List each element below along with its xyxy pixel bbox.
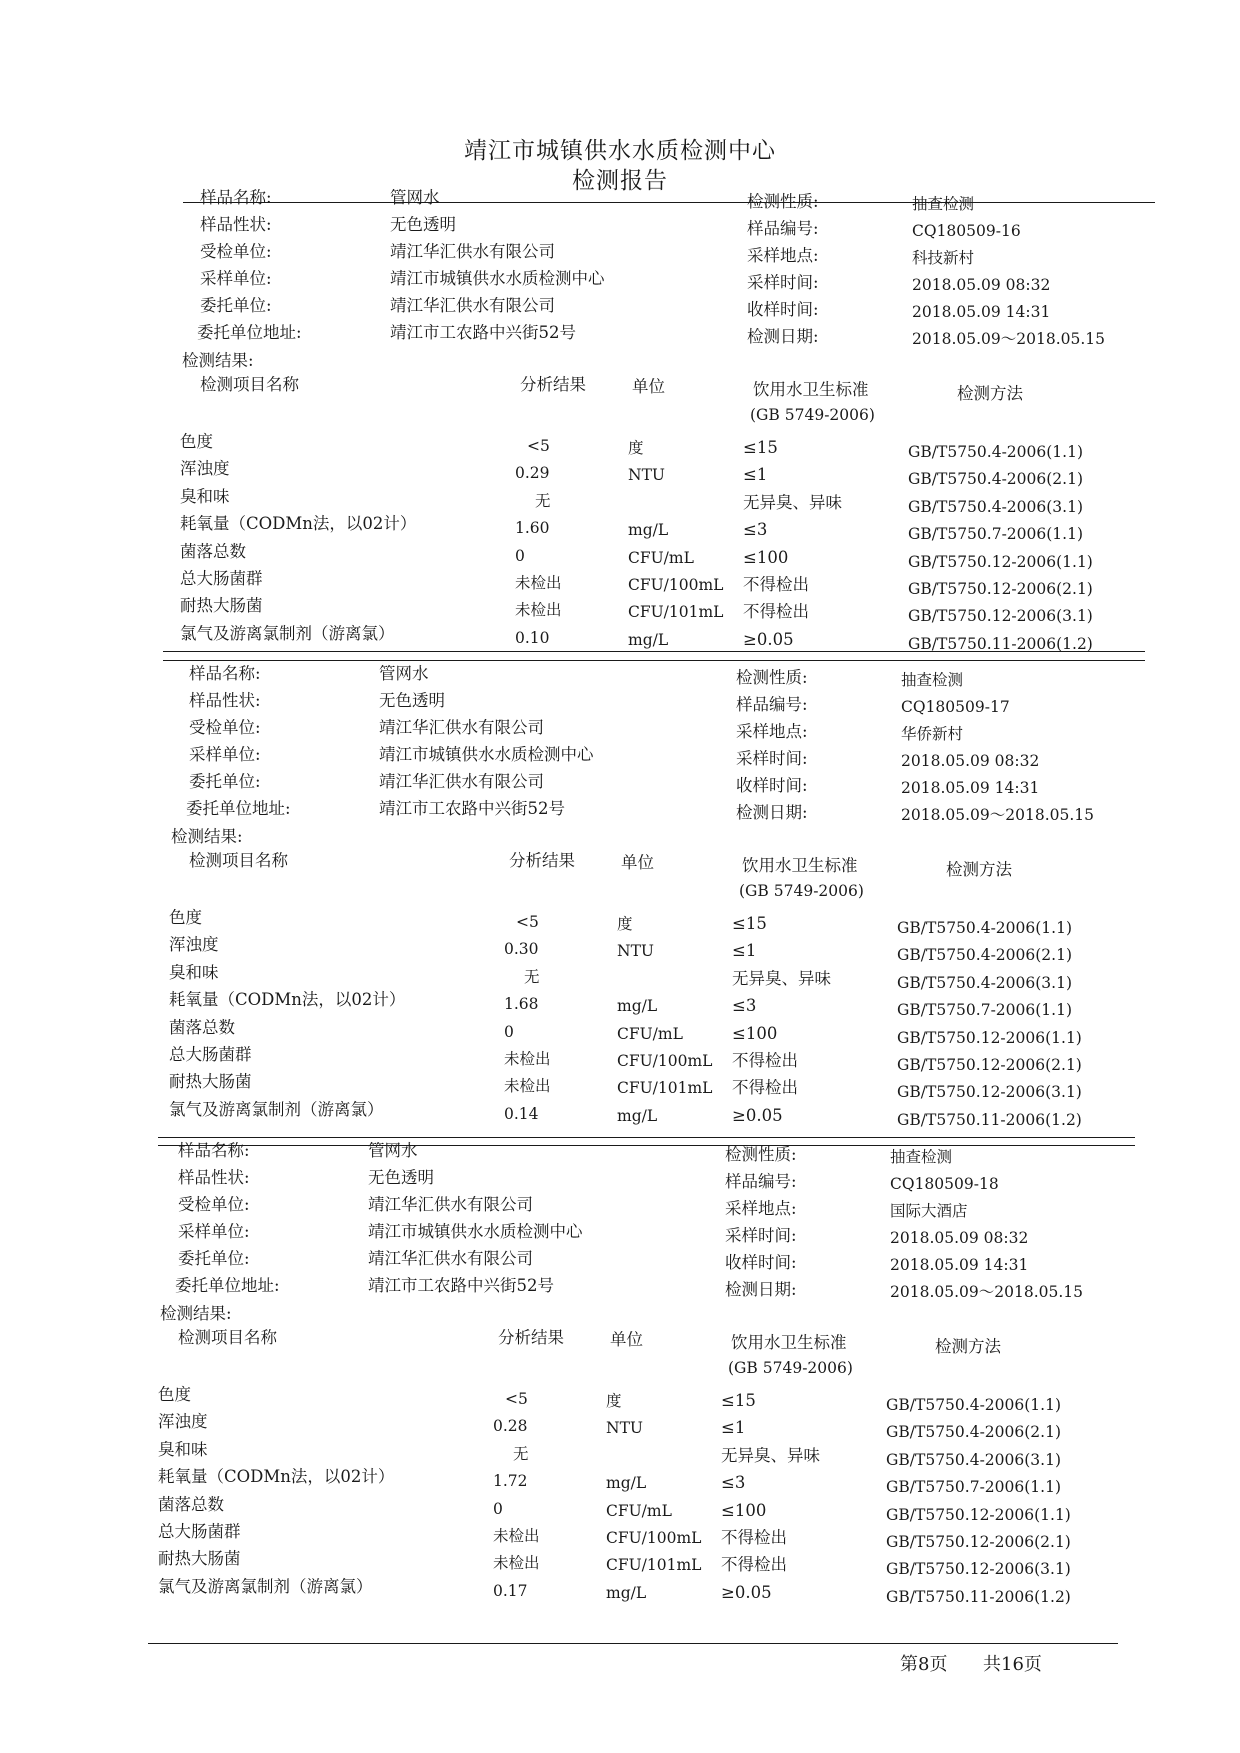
row-item: 菌落总数	[180, 541, 246, 561]
row-result: 无	[524, 967, 540, 986]
divider-rule	[163, 660, 1145, 661]
sample-state-value: 无色透明	[390, 215, 456, 234]
row-result: 无	[535, 491, 551, 510]
row-unit: 度	[606, 1392, 622, 1410]
receive-time-label: 收样时间:	[736, 776, 808, 795]
header-standard-ref: (GB 5749-2006)	[739, 882, 864, 900]
sample-no-label: 样品编号:	[747, 219, 819, 238]
divider-rule	[163, 651, 1145, 652]
row-item: 臭和味	[169, 962, 219, 982]
sampling-unit-label: 采样单位:	[178, 1222, 250, 1241]
row-method: GB/T5750.7-2006(1.1)	[897, 1001, 1072, 1020]
row-result: 0.29	[515, 464, 550, 483]
sample-name-label: 样品名称:	[178, 1141, 250, 1160]
receive-time-value: 2018.05.09 14:31	[912, 303, 1051, 321]
row-standard: ≤100	[721, 1500, 767, 1520]
row-standard: 不得检出	[721, 1555, 787, 1575]
header-method: 检测方法	[957, 384, 1023, 403]
row-item: 色度	[169, 908, 202, 927]
inspected-unit-label: 受检单位:	[189, 718, 261, 737]
sample-no-value: CQ180509-17	[901, 698, 1010, 716]
row-method: GB/T5750.11-2006(1.2)	[897, 1110, 1082, 1129]
results-label: 检测结果:	[160, 1304, 232, 1323]
row-result: 1.68	[504, 995, 539, 1014]
client-address-label: 委托单位地址:	[175, 1276, 280, 1295]
sample-state-label: 样品性状:	[189, 691, 261, 710]
row-standard: 无异臭、异味	[721, 1445, 820, 1465]
row-result: 0	[504, 1022, 514, 1041]
row-standard: ≤3	[743, 520, 768, 540]
client-unit-label: 委托单位:	[189, 772, 261, 791]
row-result: <5	[527, 437, 550, 455]
row-unit: CFU/101mL	[628, 603, 724, 622]
header-result: 分析结果	[498, 1328, 564, 1347]
sample-no-value: CQ180509-16	[912, 222, 1021, 240]
test-nature-label: 检测性质:	[725, 1145, 797, 1164]
row-unit: NTU	[617, 942, 654, 961]
sampling-site-value: 华侨新村	[901, 725, 964, 743]
row-method: GB/T5750.12-2006(2.1)	[908, 580, 1093, 598]
row-standard: ≤1	[743, 465, 768, 485]
header-method: 检测方法	[935, 1337, 1001, 1356]
row-standard: 不得检出	[743, 575, 809, 594]
row-result: 0.14	[504, 1104, 539, 1123]
sampling-time-value: 2018.05.09 08:32	[912, 276, 1051, 294]
divider-rule	[183, 202, 1155, 203]
row-item: 总大肠菌群	[180, 569, 263, 588]
header-item: 检测项目名称	[200, 375, 299, 394]
row-item: 耐热大肠菌	[180, 596, 263, 616]
row-standard: 无异臭、异味	[743, 492, 842, 512]
row-unit: NTU	[628, 466, 665, 485]
sampling-time-label: 采样时间:	[725, 1226, 797, 1245]
row-result: 0.10	[515, 628, 550, 647]
header-standard-ref: (GB 5749-2006)	[750, 406, 875, 424]
test-nature-value: 抽查检测	[912, 195, 975, 213]
sampling-unit-value: 靖江市城镇供水水质检测中心	[390, 269, 605, 288]
row-unit: CFU/100mL	[617, 1052, 713, 1070]
row-unit: mg/L	[628, 521, 669, 540]
row-result: <5	[505, 1390, 528, 1408]
row-method: GB/T5750.4-2006(1.1)	[886, 1396, 1061, 1414]
row-unit: mg/L	[606, 1474, 647, 1493]
test-nature-label: 检测性质:	[747, 192, 819, 211]
client-unit-value: 靖江华汇供水有限公司	[379, 772, 544, 791]
row-item: 色度	[180, 432, 213, 451]
row-result: 未检出	[493, 1527, 540, 1545]
row-method: GB/T5750.11-2006(1.2)	[908, 634, 1093, 653]
row-unit: CFU/101mL	[617, 1079, 713, 1098]
row-unit: CFU/mL	[617, 1024, 683, 1043]
row-standard: ≤100	[732, 1023, 778, 1043]
test-date-value: 2018.05.09～2018.05.15	[890, 1283, 1083, 1301]
client-address-value: 靖江市工农路中兴街52号	[368, 1276, 554, 1295]
receive-time-value: 2018.05.09 14:31	[890, 1256, 1029, 1274]
row-method: GB/T5750.7-2006(1.1)	[908, 525, 1083, 544]
sampling-site-value: 科技新村	[912, 249, 975, 267]
client-address-label: 委托单位地址:	[197, 323, 302, 342]
row-item: 臭和味	[180, 486, 230, 506]
sample-state-value: 无色透明	[379, 691, 445, 710]
header-item: 检测项目名称	[178, 1328, 277, 1347]
test-date-value: 2018.05.09～2018.05.15	[912, 330, 1105, 348]
row-unit: 度	[628, 439, 644, 457]
row-result: 无	[513, 1444, 529, 1463]
row-result: 未检出	[504, 1077, 551, 1096]
test-date-value: 2018.05.09～2018.05.15	[901, 806, 1094, 824]
sample-state-value: 无色透明	[368, 1168, 434, 1187]
row-standard: 不得检出	[743, 602, 809, 622]
row-item: 总大肠菌群	[158, 1522, 241, 1541]
page-total: 共16页	[983, 1654, 1042, 1675]
sample-name-value: 管网水	[390, 188, 440, 207]
row-method: GB/T5750.12-2006(1.1)	[897, 1028, 1082, 1047]
sample-state-label: 样品性状:	[178, 1168, 250, 1187]
client-address-value: 靖江市工农路中兴街52号	[379, 799, 565, 818]
row-standard: ≤15	[743, 438, 778, 457]
row-result: 未检出	[515, 574, 562, 592]
client-unit-label: 委托单位:	[178, 1249, 250, 1268]
client-unit-value: 靖江华汇供水有限公司	[368, 1249, 533, 1268]
sampling-site-value: 国际大酒店	[890, 1202, 968, 1220]
divider-rule	[158, 1137, 1135, 1138]
row-result: 0	[493, 1499, 503, 1518]
test-date-label: 检测日期:	[725, 1280, 797, 1299]
header-unit: 单位	[621, 853, 654, 872]
header-standard: 饮用水卫生标准	[731, 1333, 847, 1352]
row-item: 菌落总数	[158, 1494, 224, 1514]
inspected-unit-value: 靖江华汇供水有限公司	[379, 718, 544, 737]
row-unit: CFU/100mL	[606, 1529, 702, 1547]
row-item: 浑浊度	[169, 935, 219, 955]
row-unit: CFU/100mL	[628, 576, 724, 594]
row-method: GB/T5750.12-2006(3.1)	[908, 607, 1093, 626]
inspected-unit-label: 受检单位:	[178, 1195, 250, 1214]
row-standard: ≤15	[721, 1391, 756, 1410]
sampling-time-label: 采样时间:	[736, 749, 808, 768]
sampling-time-label: 采样时间:	[747, 273, 819, 292]
row-method: GB/T5750.12-2006(2.1)	[897, 1056, 1082, 1074]
sampling-unit-label: 采样单位:	[189, 745, 261, 764]
row-standard: 不得检出	[732, 1051, 798, 1070]
sampling-site-label: 采样地点:	[725, 1199, 797, 1218]
header-standard-ref: (GB 5749-2006)	[728, 1359, 853, 1377]
header-method: 检测方法	[946, 860, 1012, 879]
header-unit: 单位	[632, 377, 665, 396]
row-result: 未检出	[515, 601, 562, 620]
row-item: 耗氧量（CODMn法，以02计）	[158, 1467, 395, 1487]
row-unit: CFU/mL	[606, 1501, 672, 1520]
client-address-label: 委托单位地址:	[186, 799, 291, 818]
row-method: GB/T5750.4-2006(2.1)	[908, 470, 1083, 489]
row-unit: mg/L	[606, 1583, 647, 1602]
row-unit: CFU/101mL	[606, 1556, 702, 1575]
row-result: 0.28	[493, 1417, 528, 1436]
row-standard: ≤1	[732, 941, 757, 961]
test-nature-value: 抽查检测	[901, 671, 964, 689]
row-item: 耗氧量（CODMn法，以02计）	[169, 990, 406, 1010]
results-label: 检测结果:	[182, 351, 254, 370]
row-method: GB/T5750.4-2006(1.1)	[908, 443, 1083, 461]
row-item: 耐热大肠菌	[158, 1549, 241, 1569]
row-method: GB/T5750.12-2006(1.1)	[908, 552, 1093, 571]
row-unit: mg/L	[628, 630, 669, 649]
row-method: GB/T5750.4-2006(3.1)	[897, 973, 1072, 992]
row-unit: mg/L	[617, 1106, 658, 1125]
row-method: GB/T5750.11-2006(1.2)	[886, 1587, 1071, 1606]
row-standard: ≥0.05	[743, 629, 794, 649]
row-item: 浑浊度	[158, 1412, 208, 1432]
row-result: 0	[515, 546, 525, 565]
sampling-time-value: 2018.05.09 08:32	[901, 752, 1040, 770]
row-item: 浑浊度	[180, 459, 230, 479]
test-date-label: 检测日期:	[747, 327, 819, 346]
row-item: 总大肠菌群	[169, 1045, 252, 1064]
row-result: 1.72	[493, 1472, 528, 1491]
test-date-label: 检测日期:	[736, 803, 808, 822]
client-unit-label: 委托单位:	[200, 296, 272, 315]
row-item: 臭和味	[158, 1439, 208, 1459]
row-result: 0.17	[493, 1581, 528, 1600]
row-standard: 无异臭、异味	[732, 968, 831, 988]
receive-time-value: 2018.05.09 14:31	[901, 779, 1040, 797]
inspected-unit-value: 靖江华汇供水有限公司	[390, 242, 555, 261]
row-item: 氯气及游离氯制剂（游离氯）	[180, 623, 395, 643]
row-method: GB/T5750.7-2006(1.1)	[886, 1478, 1061, 1497]
row-unit: CFU/mL	[628, 548, 694, 567]
sampling-site-label: 采样地点:	[747, 246, 819, 265]
row-item: 耐热大肠菌	[169, 1072, 252, 1092]
header-result: 分析结果	[509, 851, 575, 870]
test-nature-label: 检测性质:	[736, 668, 808, 687]
receive-time-label: 收样时间:	[725, 1253, 797, 1272]
sample-no-label: 样品编号:	[736, 695, 808, 714]
row-method: GB/T5750.12-2006(1.1)	[886, 1505, 1071, 1524]
row-unit: NTU	[606, 1419, 643, 1438]
row-standard: ≥0.05	[732, 1105, 783, 1125]
row-result: 未检出	[504, 1050, 551, 1068]
row-item: 菌落总数	[169, 1017, 235, 1037]
receive-time-label: 收样时间:	[747, 300, 819, 319]
row-result: 0.30	[504, 940, 539, 959]
row-method: GB/T5750.4-2006(1.1)	[897, 919, 1072, 937]
sampling-site-label: 采样地点:	[736, 722, 808, 741]
row-standard: ≤1	[721, 1418, 746, 1438]
sampling-unit-label: 采样单位:	[200, 269, 272, 288]
row-standard: ≤15	[732, 914, 767, 933]
header-unit: 单位	[610, 1330, 643, 1349]
inspected-unit-label: 受检单位:	[200, 242, 272, 261]
header-standard: 饮用水卫生标准	[742, 856, 858, 875]
row-unit: 度	[617, 915, 633, 933]
row-method: GB/T5750.4-2006(2.1)	[897, 946, 1072, 965]
row-item: 耗氧量（CODMn法，以02计）	[180, 514, 417, 534]
sample-name-value: 管网水	[379, 664, 429, 683]
results-label: 检测结果:	[171, 827, 243, 846]
sampling-unit-value: 靖江市城镇供水水质检测中心	[379, 745, 594, 764]
row-standard: 不得检出	[721, 1528, 787, 1547]
row-item: 色度	[158, 1385, 191, 1404]
header-result: 分析结果	[520, 375, 586, 394]
sampling-time-value: 2018.05.09 08:32	[890, 1229, 1029, 1247]
inspected-unit-value: 靖江华汇供水有限公司	[368, 1195, 533, 1214]
report-title: 检测报告	[572, 168, 668, 194]
row-method: GB/T5750.4-2006(2.1)	[886, 1423, 1061, 1442]
row-item: 氯气及游离氯制剂（游离氯）	[169, 1099, 384, 1119]
sample-state-label: 样品性状:	[200, 215, 272, 234]
divider-rule	[158, 1145, 1135, 1146]
row-method: GB/T5750.12-2006(3.1)	[897, 1083, 1082, 1102]
header-item: 检测项目名称	[189, 851, 288, 870]
client-address-value: 靖江市工农路中兴街52号	[390, 323, 576, 342]
bottom-rule	[148, 1643, 1118, 1644]
row-method: GB/T5750.12-2006(2.1)	[886, 1533, 1071, 1551]
sample-name-label: 样品名称:	[189, 664, 261, 683]
sampling-unit-value: 靖江市城镇供水水质检测中心	[368, 1222, 583, 1241]
client-unit-value: 靖江华汇供水有限公司	[390, 296, 555, 315]
row-standard: ≤3	[732, 996, 757, 1016]
row-method: GB/T5750.4-2006(3.1)	[886, 1450, 1061, 1469]
row-standard: ≥0.05	[721, 1582, 772, 1602]
row-standard: 不得检出	[732, 1078, 798, 1098]
row-item: 氯气及游离氯制剂（游离氯）	[158, 1576, 373, 1596]
sample-name-value: 管网水	[368, 1141, 418, 1160]
sample-no-value: CQ180509-18	[890, 1175, 999, 1193]
row-method: GB/T5750.4-2006(3.1)	[908, 497, 1083, 516]
org-title: 靖江市城镇供水水质检测中心	[464, 138, 776, 164]
row-result: 1.60	[515, 519, 550, 538]
row-standard: ≤3	[721, 1473, 746, 1493]
page-number: 第8页	[900, 1654, 948, 1675]
header-standard: 饮用水卫生标准	[753, 380, 869, 399]
row-unit: mg/L	[617, 997, 658, 1016]
row-result: <5	[516, 913, 539, 931]
row-standard: ≤100	[743, 547, 789, 567]
test-nature-value: 抽查检测	[890, 1148, 953, 1166]
row-method: GB/T5750.12-2006(3.1)	[886, 1560, 1071, 1579]
row-result: 未检出	[493, 1554, 540, 1573]
sample-name-label: 样品名称:	[200, 188, 272, 207]
sample-no-label: 样品编号:	[725, 1172, 797, 1191]
